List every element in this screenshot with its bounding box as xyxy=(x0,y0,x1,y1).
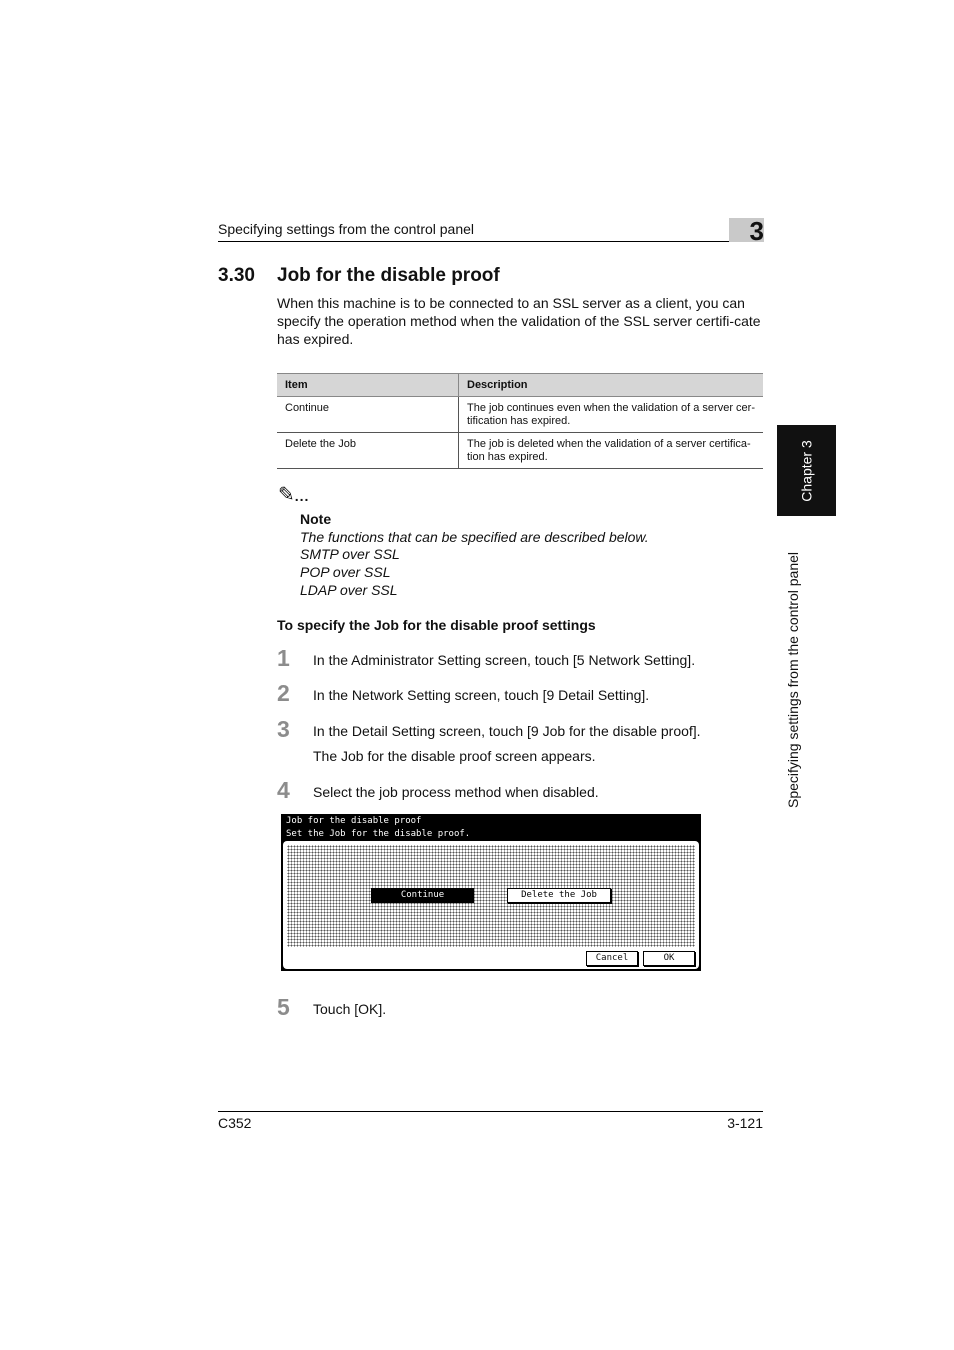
screen-subtitle: Set the Job for the disable proof. xyxy=(286,829,471,839)
pencil-note-icon: ✎... xyxy=(278,484,310,506)
section-number: 3.30 xyxy=(218,265,255,286)
note-line: LDAP over SSL xyxy=(300,582,398,598)
table-header-item: Item xyxy=(277,374,459,397)
table-header-description: Description xyxy=(459,374,764,397)
step-text: In the Detail Setting screen, touch [9 Job for the disable proof]. xyxy=(313,723,701,739)
note-line: SMTP over SSL xyxy=(300,546,400,562)
table-cell-description: The job is deleted when the validation of a server certifica-tion has expired. xyxy=(459,433,764,469)
chapter-number: 3 xyxy=(749,216,764,246)
table-row xyxy=(277,433,763,469)
note-line: The functions that can be specified are described below. xyxy=(300,529,649,545)
note-label: Note xyxy=(300,511,332,527)
side-tab-chapter-label: Chapter 3 xyxy=(798,439,815,502)
footer-model: C352 xyxy=(218,1115,252,1131)
step-number: 5 xyxy=(277,994,290,1020)
side-tab-chapter xyxy=(777,425,836,516)
screen-dotted-area xyxy=(287,845,695,947)
footer-page-number: 3-121 xyxy=(727,1115,763,1131)
table-header-row xyxy=(277,374,763,397)
step-number: 1 xyxy=(277,645,290,671)
cancel-button[interactable]: Cancel xyxy=(586,951,638,966)
note-line: POP over SSL xyxy=(300,564,391,580)
side-tab-title-label: Specifying settings from the control panel xyxy=(785,551,801,809)
step-text: In the Administrator Setting screen, touch [5 Network Setting]. xyxy=(313,652,696,668)
continue-button[interactable]: Continue xyxy=(371,888,474,903)
table-cell-item: Continue xyxy=(277,397,459,433)
table-cell-description: The job continues even when the validation of a server cer-tification has expired. xyxy=(459,397,764,433)
section-intro: When this machine is to be connected to an SSL server as a client, you can specify the operation method when the validation of the SSL server certifi-cate has expired. xyxy=(277,295,761,347)
procedure-title: To specify the Job for the disable proof settings xyxy=(277,617,596,633)
footer-rule xyxy=(218,1111,763,1112)
step-number: 4 xyxy=(277,777,290,803)
side-tab-title xyxy=(777,525,809,835)
step-result: The Job for the disable proof screen appears. xyxy=(313,748,596,764)
table-cell-item: Delete the Job xyxy=(277,433,459,469)
section-title: Job for the disable proof xyxy=(277,265,500,286)
settings-table xyxy=(277,373,763,469)
running-header: Specifying settings from the control panel xyxy=(218,221,475,237)
step-number: 2 xyxy=(277,680,290,706)
step-number: 3 xyxy=(277,716,290,742)
ok-button[interactable]: OK xyxy=(643,951,695,966)
table-row xyxy=(277,397,763,433)
step-text: In the Network Setting screen, touch [9 Detail Setting]. xyxy=(313,687,650,703)
step-text: Select the job process method when disabled. xyxy=(313,784,599,800)
screen-title: Job for the disable proof xyxy=(286,816,422,826)
step-text: Touch [OK]. xyxy=(313,1001,387,1017)
delete-the-job-button[interactable]: Delete the Job xyxy=(507,888,611,903)
header-rule xyxy=(218,241,763,242)
